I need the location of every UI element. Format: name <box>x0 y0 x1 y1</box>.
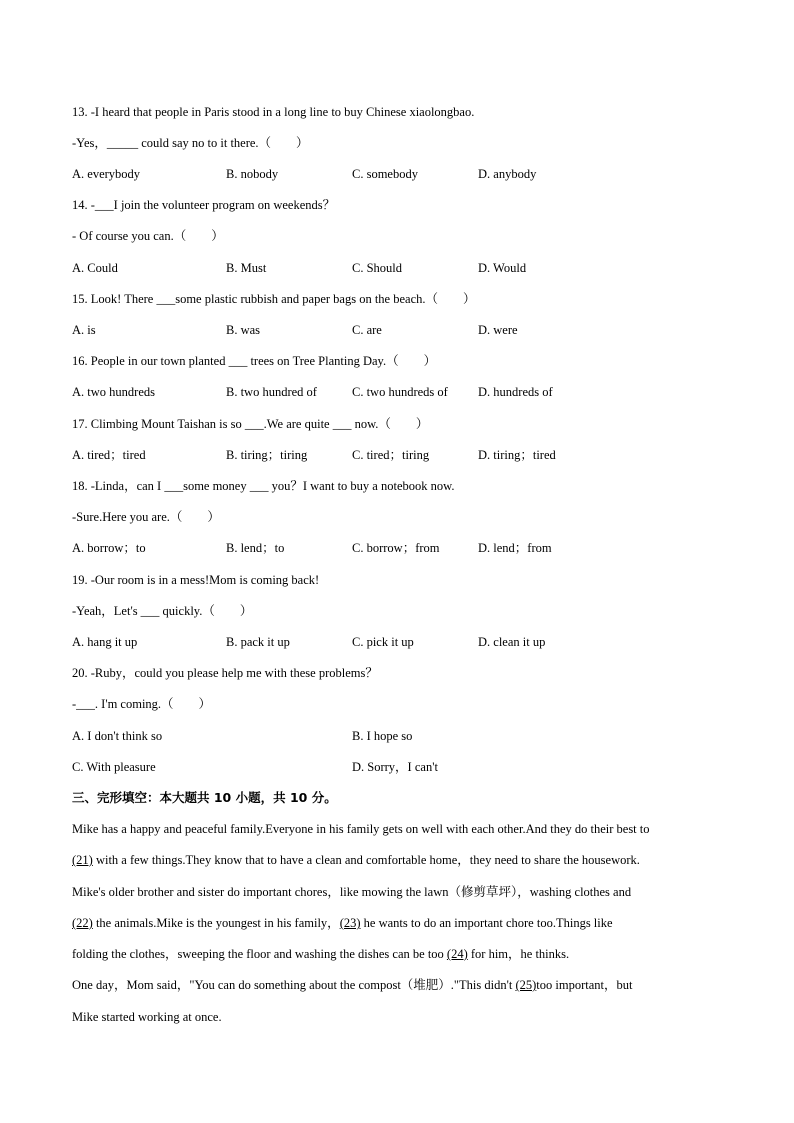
passage-line-4 <box>72 915 732 931</box>
question-15-option-a: A. is <box>72 323 96 337</box>
question-20-option-a: A. I don't think so <box>72 729 163 743</box>
question-14-stem-2: - Of course you can.（ ） <box>72 229 224 243</box>
question-18-stem-1: 18. -Linda，can I ___some money ___ you？I want to buy a notebook now. <box>72 479 455 493</box>
passage-line-2-text: with a few things.They know that to have a clean and comfortable home，they need to share the housework. <box>92 853 640 867</box>
passage-line-4-rest: he wants to do an important chore too.Things like <box>360 916 613 930</box>
passage-line-5-rest: for him，he thinks. <box>467 947 570 961</box>
question-18-option-a: A. borrow；to <box>72 541 146 555</box>
question-20-option-b: B. I hope so <box>352 729 413 743</box>
passage-line-6 <box>72 977 732 993</box>
passage-line-7: Mike started working at once. <box>72 1010 222 1024</box>
question-17-stem-1: 17. Climbing Mount Taishan is so ___.We are quite ___ now.（ ） <box>72 417 429 431</box>
blank-21: (21) <box>72 853 93 867</box>
question-16-option-c: C. two hundreds of <box>352 385 448 399</box>
question-18-option-d: D. lend；from <box>478 541 552 555</box>
question-19-option-b: B. pack it up <box>226 635 290 649</box>
question-17-option-a: A. tired；tired <box>72 448 146 462</box>
question-20-option-d: D. Sorry，I can't <box>352 760 438 774</box>
blank-23: (23) <box>339 916 361 930</box>
question-13-option-b: B. nobody <box>226 167 279 181</box>
question-19-option-a: A. hang it up <box>72 635 138 649</box>
question-15-option-b: B. was <box>226 323 261 337</box>
passage-line-5 <box>72 946 732 962</box>
question-19-stem-2: -Yeah，Let's ___ quickly.（ ） <box>72 604 253 618</box>
question-16-stem-1: 16. People in our town planted ___ trees on Tree Planting Day.（ ） <box>72 354 437 368</box>
question-19-stem-1: 19. -Our room is in a mess!Mom is coming back! <box>72 573 320 587</box>
question-13-stem-2: -Yes，_____ could say no to it there.（ ） <box>72 136 309 150</box>
passage-line-5-start: folding the clothes，sweeping the floor and washing the dishes can be too <box>72 947 447 961</box>
question-14-option-b: B. Must <box>226 261 267 275</box>
passage-line-4-mid: the animals.Mike is the youngest in his family， <box>92 916 340 930</box>
question-16-option-d: D. hundreds of <box>478 385 553 399</box>
passage-line-3: Mike's older brother and sister do important chores，like mowing the lawn（修剪草坪），washing clothes and <box>72 885 632 899</box>
passage-line-6-rest: too important，but <box>536 978 633 992</box>
question-13-option-c: C. somebody <box>352 167 418 181</box>
question-20-stem-1: 20. -Ruby，could you please help me with these problems？ <box>72 666 378 680</box>
question-17-option-c: C. tired；tiring <box>352 448 430 462</box>
question-15-option-c: C. are <box>352 323 382 337</box>
question-19-option-d: D. clean it up <box>478 635 546 649</box>
blank-22: (22) <box>72 916 93 930</box>
question-14-option-d: D. Would <box>478 261 527 275</box>
question-18-option-c: C. borrow；from <box>352 541 440 555</box>
question-13-option-d: D. anybody <box>478 167 537 181</box>
question-20-stem-2: -___. I'm coming.（ ） <box>72 697 212 711</box>
passage-line-2 <box>72 852 732 868</box>
question-14-option-c: C. Should <box>352 261 403 275</box>
question-16-option-b: B. two hundred of <box>226 385 317 399</box>
question-14-stem-1: 14. -___I join the volunteer program on weekends？ <box>72 198 336 212</box>
question-20-option-c: C. With pleasure <box>72 760 156 774</box>
passage-line-6-start: One day，Mom said，"You can do something about the compost（堆肥）."This didn't <box>72 978 516 992</box>
question-19-option-c: C. pick it up <box>352 635 414 649</box>
question-13-option-a: A. everybody <box>72 167 141 181</box>
section-title: 三、完形填空：本大题共 10 小题，共 10 分。 <box>72 790 337 805</box>
question-15-stem-1: 15. Look! There ___some plastic rubbish and paper bags on the beach.（ ） <box>72 292 476 306</box>
question-17-option-b: B. tiring；tiring <box>226 448 308 462</box>
blank-25: (25) <box>515 978 537 992</box>
question-18-stem-2: -Sure.Here you are.（ ） <box>72 510 220 524</box>
question-15-option-d: D. were <box>478 323 518 337</box>
question-17-option-d: D. tiring；tired <box>478 448 556 462</box>
question-16-option-a: A. two hundreds <box>72 385 155 399</box>
passage-line-1: Mike has a happy and peaceful family.Everyone in his family gets on well with each other.And they do their best to <box>72 822 650 836</box>
blank-24: (24) <box>446 947 468 961</box>
question-13-stem-1: 13. -I heard that people in Paris stood in a long line to buy Chinese xiaolongbao. <box>72 105 475 119</box>
question-18-option-b: B. lend；to <box>226 541 285 555</box>
question-14-option-a: A. Could <box>72 261 118 275</box>
